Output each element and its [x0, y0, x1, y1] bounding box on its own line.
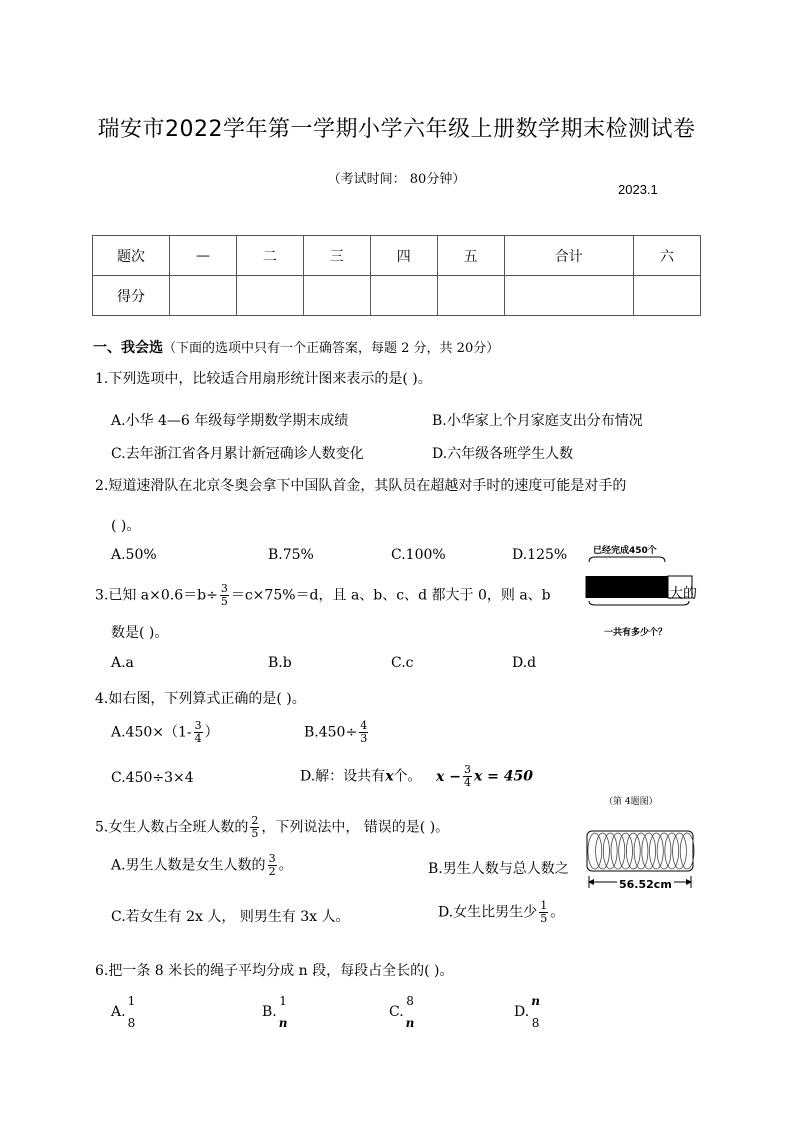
score-input-cell[interactable] — [303, 276, 370, 316]
q6-option-c[interactable] — [389, 990, 416, 1034]
fraction-numerator: 1 — [279, 994, 287, 1008]
fig4-top-label: 已经完成450个 — [593, 546, 657, 556]
q4-option-b[interactable] — [304, 720, 370, 745]
q5-option-d[interactable] — [438, 900, 564, 925]
q3-stem-line2: 数是( )。 — [111, 625, 169, 641]
score-cell: 题次 — [93, 236, 170, 276]
q3-stem-part-c: 大的 — [669, 586, 697, 602]
page-title: 瑞安市2022学年第一学期小学六年级上册数学期末检测试卷 — [97, 117, 696, 142]
q2-option-b[interactable]: B.75% — [268, 547, 314, 563]
q5-fraction — [250, 815, 259, 840]
q4-d-variable: x — [385, 768, 394, 785]
q4-d-equation-a: x − — [436, 768, 461, 785]
fraction-denominator: 2 — [268, 865, 276, 878]
fig4-bottom-label: 一共有多少个？ — [604, 628, 668, 638]
q6-b-fraction — [279, 990, 288, 1034]
score-cell: 二 — [236, 236, 303, 276]
q2-option-a[interactable]: A.50% — [111, 547, 157, 563]
section-heading — [93, 337, 499, 357]
q3-stem-part-a: 3.已知 a×0.6＝b÷ — [95, 587, 218, 604]
q4-d-fraction — [463, 764, 472, 789]
score-input-cell[interactable] — [370, 276, 437, 316]
q2-stem: 2.短道速滑队在北京冬奥会拿下中国队首金，其队员在超越对手时的速度可能是对手的 — [95, 478, 627, 494]
fraction-denominator: 8 — [531, 1016, 540, 1030]
score-table-header-row — [93, 236, 701, 276]
score-input-cell[interactable] — [634, 276, 701, 316]
q5-d-end: 。 — [550, 904, 565, 921]
q6-c-label: C. — [389, 1004, 404, 1020]
q4-option-d[interactable] — [300, 764, 533, 789]
score-cell: 四 — [370, 236, 437, 276]
score-input-cell[interactable] — [504, 276, 633, 316]
q6-option-a[interactable] — [111, 990, 137, 1034]
score-cell: 六 — [634, 236, 701, 276]
score-input-cell[interactable] — [437, 276, 504, 316]
q6-b-label: B. — [262, 1004, 277, 1020]
exam-date: 2023.1 — [618, 182, 658, 197]
q6-a-label: A. — [111, 1004, 126, 1020]
q5-stem-post: ，下列说法中， 错误的是( )。 — [261, 819, 450, 836]
score-cell: — — [170, 236, 237, 276]
section-title: 一、我会选 — [93, 340, 163, 356]
exam-duration: （考试时间： 80分钟） — [327, 172, 466, 187]
q6-d-label: D. — [514, 1004, 530, 1020]
q5-stem — [95, 815, 449, 840]
q3-fraction — [220, 583, 229, 608]
q4-d-mid: 个。 — [393, 768, 422, 785]
fraction-denominator: n — [278, 1016, 288, 1030]
q4-d-text: D.解：设共有 — [300, 768, 386, 785]
q4-d-equation-b: x = 450 — [473, 768, 534, 785]
q3-stem — [95, 583, 551, 608]
q2-option-d[interactable]: D.125% — [512, 547, 568, 563]
q6-option-b[interactable] — [262, 990, 289, 1034]
score-table — [92, 235, 701, 316]
q4-a-fraction — [194, 720, 203, 745]
fraction-numerator: 1 — [127, 994, 136, 1008]
score-input-cell[interactable] — [236, 276, 303, 316]
q5-a-text: A.男生人数是女生人数的 — [111, 857, 266, 874]
q6-stem: 6.把一条 8 米长的绳子平均分成 n 段，每段占全长的( )。 — [95, 963, 454, 979]
q4-a-close: ） — [204, 724, 219, 741]
fraction-denominator: 4 — [463, 776, 471, 789]
fraction-numerator: 3 — [463, 763, 471, 776]
fraction-denominator: 5 — [220, 595, 228, 608]
fraction-numerator: 8 — [406, 994, 414, 1008]
q2-blank: ( )。 — [111, 518, 141, 534]
q1-option-c[interactable]: C.去年浙江省各月累计新冠确诊人数变化 — [111, 446, 364, 462]
fraction-numerator: 3 — [194, 719, 202, 732]
q5-option-c[interactable]: C.若女生有 2x 人， 则男生有 3x 人。 — [111, 909, 350, 925]
fraction-numerator: 3 — [220, 582, 228, 595]
q6-d-fraction — [531, 990, 540, 1034]
q3-option-b[interactable]: B.b — [268, 655, 292, 671]
q5-a-end: 。 — [278, 857, 293, 874]
fraction-numerator: n — [531, 994, 540, 1008]
q5-d-fraction — [539, 900, 548, 925]
q4-a-text: A.450×（1- — [111, 724, 192, 741]
q6-c-fraction — [406, 990, 415, 1034]
q4-option-a[interactable] — [111, 720, 219, 745]
section-note: （下面的选项中只有一个正确答案，每题 2 分，共 20分） — [163, 341, 500, 356]
score-cell: 五 — [437, 236, 504, 276]
q1-option-a[interactable]: A.小华 4—6 年级每学期数学期末成绩 — [111, 413, 349, 429]
q1-option-d[interactable]: D.六年级各班学生人数 — [432, 446, 574, 462]
q2-option-c[interactable]: C.100% — [391, 547, 446, 563]
score-cell: 三 — [303, 236, 370, 276]
q3-option-c[interactable]: C.c — [391, 655, 414, 671]
fig5-length-label: 56.52cm — [619, 878, 672, 891]
score-cell: 合计 — [504, 236, 633, 276]
score-cell: 得分 — [93, 276, 170, 316]
fraction-denominator: n — [405, 1016, 415, 1030]
q5-option-a[interactable] — [111, 853, 293, 878]
q4-option-c[interactable]: C.450÷3×4 — [111, 770, 194, 786]
q5-stem-pre: 5.女生人数占全班人数的 — [95, 819, 249, 836]
q5-d-text: D.女生比男生少 — [438, 904, 538, 921]
q5-option-b[interactable]: B.男生人数与总人数之 — [428, 861, 569, 877]
q4-stem: 4.如右图，下列算式正确的是( )。 — [95, 691, 306, 707]
fraction-numerator: 1 — [540, 899, 548, 912]
fraction-denominator: 5 — [540, 912, 548, 925]
fraction-denominator: 5 — [251, 827, 259, 840]
q6-option-d[interactable] — [514, 990, 542, 1034]
q1-stem: 1.下列选项中，比较适合用扇形统计图来表示的是( )。 — [95, 371, 432, 387]
score-input-cell[interactable] — [170, 276, 237, 316]
q5-a-fraction — [268, 853, 277, 878]
fraction-denominator: 8 — [127, 1016, 136, 1030]
q3-option-d[interactable]: D.d — [512, 655, 537, 671]
q1-option-b[interactable]: B.小华家上个月家庭支出分布情况 — [432, 413, 643, 429]
score-table-score-row — [93, 276, 701, 316]
fig4-caption: （第 4题图） — [604, 797, 658, 807]
fraction-numerator: 2 — [251, 814, 259, 827]
fraction-numerator: 4 — [360, 719, 368, 732]
q3-option-a[interactable]: A.a — [111, 655, 134, 671]
q6-a-fraction — [128, 990, 136, 1034]
fraction-numerator: 3 — [268, 852, 276, 865]
q3-stem-part-b: ＝c×75%＝d，且 a、b、c、d 都大于 0，则 a、b — [230, 587, 551, 604]
fraction-denominator: 4 — [194, 732, 202, 745]
fraction-denominator: 3 — [360, 732, 368, 745]
q4-b-fraction — [359, 720, 368, 745]
q4-b-text: B.450÷ — [304, 724, 358, 741]
